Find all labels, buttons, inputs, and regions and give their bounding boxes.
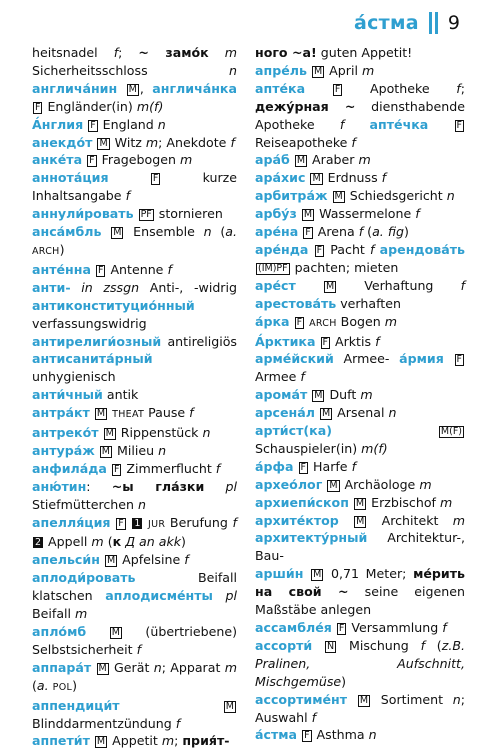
- dictionary-entry: аню́тин: ~ы гла́зки pl Stiefmütterchen n: [32, 478, 237, 512]
- dictionary-entry: арти́ст(ка) M(F) Schauspieler(in) m(f): [255, 423, 462, 456]
- dictionary-entry: арши́н M 0,71 Meter; ме́рить на свой ~ seine eigenen Maßstäbe anlegen: [255, 566, 465, 618]
- running-headword: áстма: [353, 12, 419, 34]
- dictionary-entry: антреко́т M Rippenstück n: [32, 425, 211, 441]
- dictionary-entry: А́нглия F England n: [32, 116, 166, 132]
- header-divider: [429, 12, 432, 34]
- dictionary-entry: ара́б M Araber m: [255, 152, 371, 168]
- dictionary-entry: аплоди́ровать Beifall klatschen аплодисме́нты pl Beifall m: [32, 570, 237, 622]
- dictionary-column-left: [32, 44, 237, 750]
- dictionary-entry: арсена́л M Arsenal n: [255, 405, 397, 421]
- dictionary-entry: ного ~а! guten Appetit!: [255, 45, 413, 60]
- dictionary-entry: ассортиме́нт M Sortiment n; Auswahl f: [255, 691, 465, 725]
- dictionary-entry: ассорти́ N Mischung f (z.B. Pralinen, Aufschnitt, Mischgemüse): [255, 637, 465, 689]
- dictionary-entry: антра́кт M THEAT Pause f: [32, 405, 194, 421]
- dictionary-entry: анфила́да F Zimmerflucht f: [32, 460, 221, 476]
- dictionary-entry: арбу́з M Wassermelone f: [255, 206, 420, 222]
- page-number: 9: [447, 12, 460, 34]
- dictionary-entry: аннули́ровать PF stornieren: [32, 206, 223, 222]
- dictionary-entry: апелля́ция F 1 JUR Berufung f 2 Appell m (к Д an akk): [32, 514, 237, 550]
- header-divider: [435, 12, 438, 34]
- dictionary-entry: анса́мбль M Ensemble n (a. ARCH): [32, 224, 237, 257]
- dictionary-entry: анке́та F Fragebogen m: [32, 152, 193, 168]
- dictionary-entry: архиепи́скоп M Erzbischof m: [255, 494, 453, 510]
- page-header: [354, 10, 460, 36]
- dictionary-entry: анти- in zssgn Anti-, -widrig антиконституцио́нный verfassungswidrig антирелиги́озный antireligiös антисанита́рный unhygienisch: [32, 279, 237, 385]
- dictionary-entry: анекдо́т M Witz m; Anekdote f: [32, 134, 235, 150]
- dictionary-entry: арбитра́ж M Schiedsgericht n: [255, 188, 455, 204]
- dictionary-entry: аннота́ция F kurze Inhaltsangabe f: [32, 170, 237, 204]
- dictionary-entry: аппендици́т M Blinddarmentzündung f: [32, 697, 234, 731]
- dictionary-entry: а́рфа F Harfe f: [255, 458, 356, 474]
- dictionary-entry: а́рка F ARCH Bogen m: [255, 313, 398, 329]
- dictionary-entry: арме́йский Armee- а́рмия F Armee f: [255, 351, 462, 385]
- dictionary-entry: А́рктика F Arktis f: [255, 333, 380, 349]
- dictionary-entry: анте́нна F Antenne f: [32, 261, 172, 277]
- dictionary-entry: апте́ка F Apotheke f; дежу́рная ~ diensthabende Apotheke f апте́чка F Reiseapotheke f: [255, 80, 465, 150]
- dictionary-entry: а́стма F Asthma n: [255, 727, 377, 743]
- dictionary-entry: аре́на F Arena f (a. fig): [255, 224, 409, 240]
- dictionary-entry: аппети́т M Appetit m; прия́т-: [32, 733, 230, 749]
- dictionary-entry: антура́ж M Milieu n: [32, 442, 167, 458]
- dictionary-entry: анти́чный antik: [32, 387, 139, 403]
- dictionary-entry: аре́ст M Verhaftung f арестова́ть verhaften: [255, 277, 465, 311]
- dictionary-entry: апельси́н M Apfelsine f: [32, 552, 189, 568]
- dictionary-column-right: [255, 44, 465, 744]
- dictionary-entry: архео́лог M Archäologe m: [255, 476, 432, 492]
- dictionary-entry: арома́т M Duft m: [255, 387, 373, 403]
- dictionary-entry: ассамбле́я F Versammlung f: [255, 620, 447, 635]
- dictionary-entry: ара́хис M Erdnuss f: [255, 170, 387, 186]
- dictionary-entry: аппара́т M Gerät n; Apparat m (a. POL): [32, 659, 237, 693]
- dictionary-entry: апло́мб M (übertriebene) Selbstsicherheit f: [32, 624, 237, 657]
- dictionary-entry: аре́нда F Pacht f арендова́ть (IM)PF pachten; mieten: [255, 241, 465, 275]
- dictionary-entry: heitsnadel f; ~ замо́к m Sicherheitsschloss n англича́нин M , англича́нка F Engländer(in) m(f): [32, 45, 238, 114]
- dictionary-entry: апре́ль M April m: [255, 62, 375, 78]
- dictionary-entry: архите́ктор M Architekt m архитекту́рный Architektur-, Bau-: [255, 512, 465, 564]
